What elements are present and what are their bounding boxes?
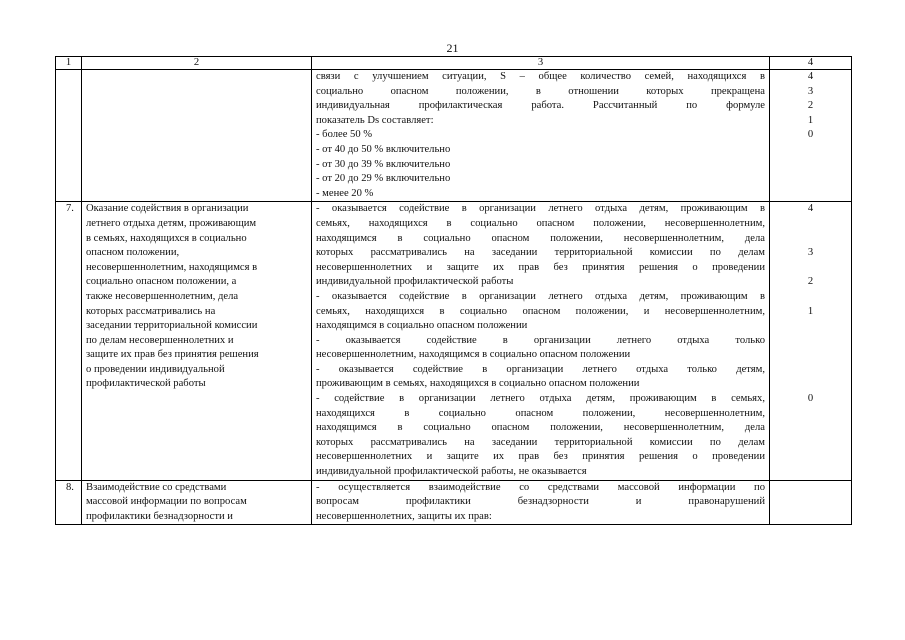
criteria-line: - содействие в организации летнего отдыха детям, проживающим в семьях, bbox=[316, 393, 765, 405]
criteria-cell bbox=[312, 70, 770, 202]
criteria-line: индивидуальная профилактическая работа. Рассчитанный по формуле bbox=[316, 100, 765, 112]
criteria-option: - от 20 до 29 % включительно bbox=[316, 173, 451, 185]
score-spacer bbox=[770, 363, 851, 378]
row-number: 8. bbox=[56, 480, 82, 525]
criteria-line: находящимся в социально опасном положении, несовершеннолетним, дела bbox=[316, 232, 765, 244]
header-col-2: 2 bbox=[82, 57, 312, 70]
score-value: 0 bbox=[807, 393, 814, 405]
table-row-7 bbox=[56, 202, 852, 480]
score-cell bbox=[770, 202, 852, 480]
criteria-line: связи с улучшением ситуации, S – общее количество семей, находящихся в bbox=[316, 71, 765, 82]
criteria-cell bbox=[312, 480, 770, 525]
criteria-line: несовершеннолетних и защите их прав без принятия решения о проведении bbox=[316, 261, 765, 273]
indicator-line: профилактики безнадзорности и bbox=[86, 510, 233, 522]
indicator-line: профилактической работы bbox=[86, 378, 206, 390]
score-cell bbox=[770, 480, 852, 525]
score-spacer bbox=[770, 319, 851, 334]
table-row-8 bbox=[56, 480, 852, 525]
criteria-line: вопросам профилактики безнадзорности и правонарушений bbox=[316, 496, 765, 508]
criteria-line: несовершеннолетним, находящимся в социально опасном положении bbox=[316, 349, 631, 361]
score-value: 1 bbox=[807, 305, 814, 317]
indicator-cell bbox=[82, 70, 312, 202]
score-spacer bbox=[770, 232, 851, 247]
score-spacer bbox=[770, 377, 851, 392]
criteria-line: которых рассматривались на заседании территориальной комиссии по делам bbox=[316, 247, 765, 259]
score-spacer bbox=[770, 334, 851, 349]
page-number: 21 bbox=[446, 41, 459, 55]
indicator-line: летнего отдыха детям, проживающим bbox=[86, 217, 257, 229]
criteria-line: несовершеннолетних, защиты их прав: bbox=[316, 510, 492, 522]
criteria-cell bbox=[312, 202, 770, 480]
row-number bbox=[56, 70, 82, 202]
criteria-line: - оказывается содействие в организации летнего отдыха детям, проживающим в bbox=[316, 290, 765, 302]
indicator-line: о проведении индивидуальной bbox=[86, 363, 225, 375]
score-value: 1 bbox=[807, 114, 814, 126]
score-value: 0 bbox=[807, 129, 814, 141]
criteria-line: индивидуальной профилактической работы, не оказывается bbox=[316, 466, 587, 478]
criteria-line: несовершеннолетних и защите их прав без принятия решения о проведении bbox=[316, 451, 765, 463]
indicator-line: опасном положении, bbox=[86, 247, 180, 259]
criteria-line: показатель Ds составляет: bbox=[316, 114, 434, 126]
score-value: 3 bbox=[807, 85, 814, 97]
indicator-line: по делам несовершеннолетних и bbox=[86, 334, 234, 346]
row-number: 7. bbox=[56, 202, 82, 480]
criteria-line: - оказывается содействие в организации летнего отдыха только bbox=[316, 334, 765, 346]
header-col-1: 1 bbox=[56, 57, 82, 70]
criteria-line: находящихся в социально опасном положении, несовершеннолетним, bbox=[316, 407, 765, 419]
indicator-line: заседании территориальной комиссии bbox=[86, 320, 258, 332]
indicator-cell bbox=[82, 480, 312, 525]
score-spacer bbox=[770, 261, 851, 276]
indicator-line: в семьях, находящихся в социально bbox=[86, 232, 247, 244]
score-value: 2 bbox=[807, 276, 814, 288]
score-cell bbox=[770, 70, 852, 202]
indicator-line: Оказание содействия в организации bbox=[86, 203, 249, 215]
indicator-line: массовой информации по вопросам bbox=[86, 496, 247, 508]
criteria-line: семьях, находящихся в социально опасном положении, и несовершеннолетним, bbox=[316, 305, 765, 317]
criteria-line: находящимся в социально опасном положении, несовершеннолетним, дела bbox=[316, 422, 765, 434]
criteria-option: - от 30 до 39 % включительно bbox=[316, 158, 451, 170]
score-value: 4 bbox=[807, 203, 814, 215]
score-spacer bbox=[770, 290, 851, 305]
score-value: 2 bbox=[807, 100, 814, 112]
criteria-line: проживающим в семьях, находящихся в социально опасном положении bbox=[316, 378, 640, 390]
indicator-line: которых рассматривались на bbox=[86, 305, 216, 317]
criteria-option: - от 40 до 50 % включительно bbox=[316, 143, 451, 155]
indicator-line: несовершеннолетним, находящимся в bbox=[86, 261, 258, 273]
criteria-option: - более 50 % bbox=[316, 129, 373, 141]
criteria-line: находящимся в социально опасном положении bbox=[316, 320, 528, 332]
score-value: 4 bbox=[807, 71, 814, 82]
criteria-option: - менее 20 % bbox=[316, 187, 374, 199]
score-spacer bbox=[770, 217, 851, 232]
indicator-line: Взаимодействие со средствами bbox=[86, 481, 227, 493]
criteria-line: социально опасном положении, в отношении которых прекращена bbox=[316, 85, 765, 97]
criteria-line: семьях, находящихся в социально опасном положении, несовершеннолетним, bbox=[316, 217, 765, 229]
indicator-line: защите их прав без принятия решения bbox=[86, 349, 259, 361]
score-value: 3 bbox=[807, 247, 814, 259]
indicator-line: также несовершеннолетним, дела bbox=[86, 290, 239, 302]
criteria-line: - оказывается содействие в организации летнего отдыха только детям, bbox=[316, 363, 765, 375]
indicator-line: социально опасном положении, а bbox=[86, 276, 237, 288]
header-col-4: 4 bbox=[770, 57, 852, 70]
criteria-line: - оказывается содействие в организации летнего отдыха детям, проживающим в bbox=[316, 203, 765, 215]
table-row-continued bbox=[56, 70, 852, 202]
indicator-cell bbox=[82, 202, 312, 480]
header-col-3: 3 bbox=[312, 57, 770, 70]
criteria-line: которых рассматривались на заседании территориальной комиссии по делам bbox=[316, 436, 765, 448]
criteria-line: - осуществляется взаимодействие со средствами массовой информации по bbox=[316, 481, 765, 493]
criteria-line: индивидуальной профилактической работы bbox=[316, 276, 514, 288]
table-header-row bbox=[56, 57, 852, 70]
score-spacer bbox=[770, 348, 851, 363]
criteria-table bbox=[55, 56, 852, 525]
